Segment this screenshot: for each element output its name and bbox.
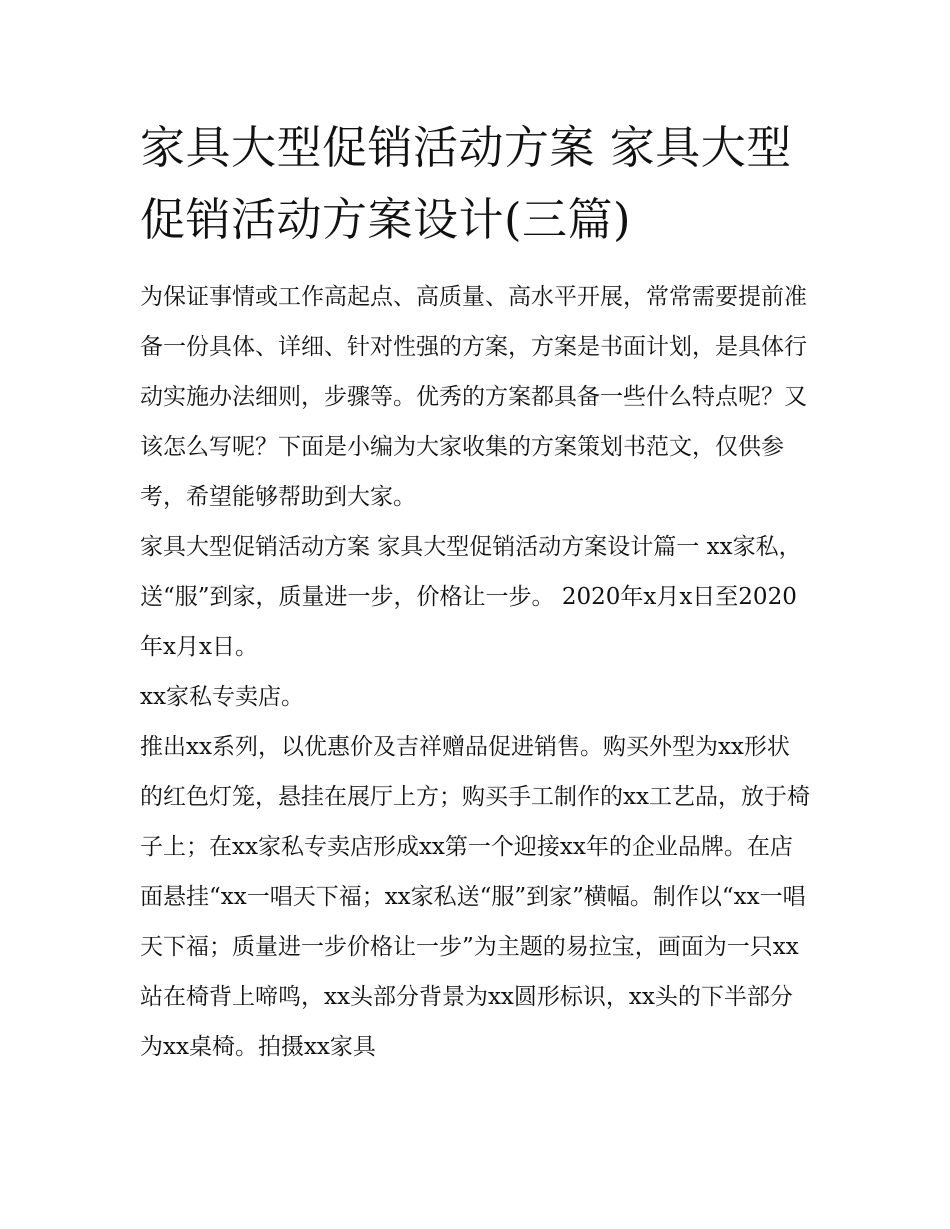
document-body [140,112,812,1072]
intro-paragraph: 为保证事情或工作高起点、高质量、高水平开展，常常需要提前准备一份具体、详细、针对性强的方案，方案是书面计划，是具体行动实施办法细则，步骤等。优秀的方案都具备一些什么特点呢？又该怎么写呢？下面是小编为大家收集的方案策划书范文，仅供参考，希望能够帮助到大家。 [140,284,807,510]
document-title: 家具大型促销活动方案 家具大型促销活动方案设计(三篇) [140,121,792,246]
paragraph-activity-theme: 家具大型促销活动方案 家具大型促销活动方案设计篇一 xx家私，送“服”到家，质量进一步，价格让一步。 2020年x月x日至2020年x月x日。 [140,534,802,660]
paragraph-venue: xx家私专卖店。 [140,684,304,710]
paragraph-activity-content: 推出xx系列，以优惠价及吉祥赠品促进销售。购买外型为xx形状的红色灯笼，悬挂在展厅上方；购买手工制作的xx工艺品，放于椅子上；在xx家私专卖店形成xx第一个迎接xx年的企业品牌。在店面悬挂“xx一唱天下福；xx家私送“服”到家”横幅。制作以“xx一唱天下福；质量进一步价格让一步”为主题的易拉宝，画面为一只xx站在椅背上啼鸣，xx头部分背景为xx圆形标识，xx头的下半部分为xx桌椅。拍摄xx家具 [140,734,810,1060]
